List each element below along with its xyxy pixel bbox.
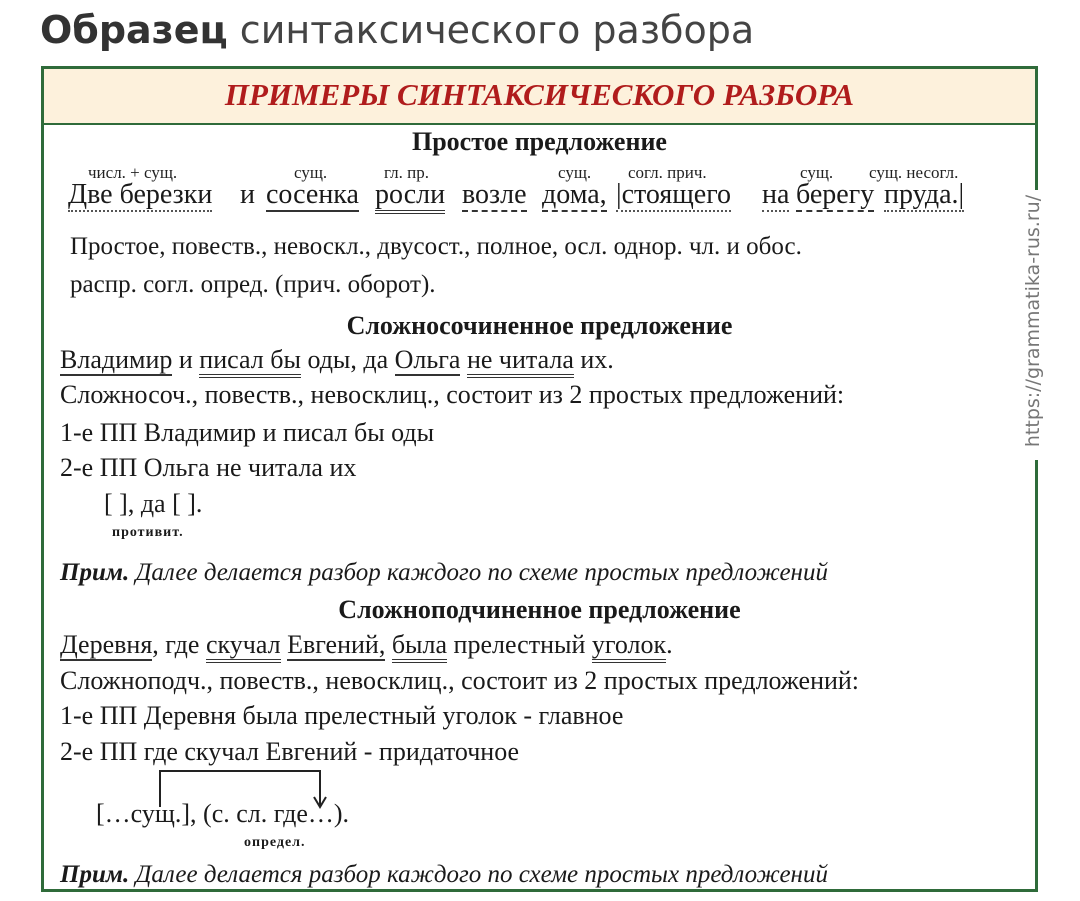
sentence-word: пруда.| xyxy=(884,179,965,210)
sentence-word: берегу xyxy=(796,179,875,210)
complex-note: Прим. Далее делается разбор каждого по схеме простых предложений xyxy=(60,861,828,888)
complex-desc: Сложноподч., повеств., невосклиц., состоит из 2 простых предложений: xyxy=(60,666,860,695)
compound-title: Сложносочиненное предложение xyxy=(346,311,733,340)
compound-scheme: [ ], да [ ]. xyxy=(104,489,203,518)
complex-scheme: […сущ.], (с. сл. где…). xyxy=(96,799,350,828)
pos-label: сущ. xyxy=(558,163,592,182)
pos-label: сущ. несогл. xyxy=(869,163,959,182)
complex-scheme-label: определ. xyxy=(244,835,306,850)
compound-note: Прим. Далее делается разбор каждого по схеме простых предложений xyxy=(60,559,828,586)
example-card xyxy=(41,66,1038,892)
compound-sentence: Владимир и писал бы оды, да Ольга не читала их. xyxy=(60,345,614,375)
pos-label: числ. + сущ. xyxy=(88,163,178,182)
pos-label: гл. пр. xyxy=(384,163,429,182)
complex-part-2: 2-е ПП где скучал Евгений - придаточное xyxy=(60,737,520,766)
complex-sentence: Деревня, где скучал Евгений, была прелестный уголок. xyxy=(60,630,673,660)
sentence-word: росли xyxy=(375,179,445,211)
sentence-word: дома, xyxy=(542,179,607,210)
sentence-word: сосенка xyxy=(266,179,359,210)
compound-scheme-label: противит. xyxy=(112,525,184,540)
compound-part-2: 2-е ПП Ольга не читала их xyxy=(60,453,357,482)
watermark xyxy=(1003,190,1063,460)
sentence-word: Две березки xyxy=(68,179,213,210)
sentence-word: возле xyxy=(462,179,527,210)
simple-title: Простое предложение xyxy=(412,127,667,156)
simple-desc-1: Простое, повеств., невоскл., двусост., полное, осл. одноp. чл. и обос. xyxy=(70,233,802,260)
sentence-word: и xyxy=(240,179,255,210)
complex-title: Сложноподчиненное предложение xyxy=(338,595,741,624)
compound-desc: Сложносоч., повеств., невосклиц., состоит из 2 простых предложений: xyxy=(60,380,845,409)
complex-part-1: 1-е ПП Деревня была прелестный уголок - главное xyxy=(60,701,624,730)
pos-label: сущ. xyxy=(294,163,328,182)
page-title-rest: синтаксического разбора xyxy=(239,8,755,52)
page-title xyxy=(40,8,754,52)
pos-label: согл. прич. xyxy=(628,163,707,182)
card-banner: ПРИМЕРЫ СИНТАКСИЧЕСКОГО РАЗБОРА xyxy=(44,69,1035,125)
page-title-bold: Образец xyxy=(40,8,228,52)
simple-desc-2: распр. согл. опред. (прич. оборот). xyxy=(70,271,436,298)
sentence-word: |стоящего xyxy=(616,179,732,210)
pos-label: сущ. xyxy=(800,163,834,182)
watermark-text: https://grammatika-rus.ru/ xyxy=(1022,194,1044,448)
sentence-word: на xyxy=(762,179,790,210)
compound-part-1: 1-е ПП Владимир и писал бы оды xyxy=(60,418,435,447)
